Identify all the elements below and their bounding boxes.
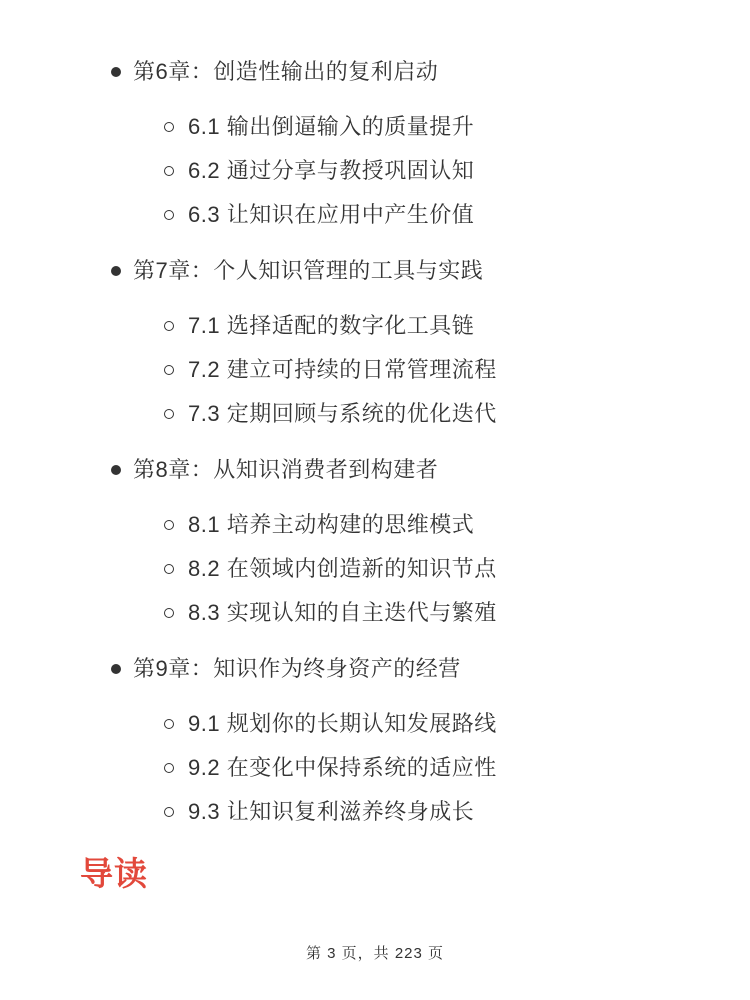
section-list xyxy=(0,710,750,826)
bullet-circle-icon xyxy=(164,409,174,419)
chapter-title: 第6章：创造性输出的复利启动 xyxy=(133,59,439,84)
section-title: 9.2 在变化中保持系统的适应性 xyxy=(188,755,497,780)
page-number-indicator: 第 3 页，共 223 页 xyxy=(305,945,445,962)
bullet-disc-icon xyxy=(111,67,121,77)
chapter-block xyxy=(0,256,750,428)
section-title: 7.1 选择适配的数字化工具链 xyxy=(188,313,475,338)
section-entry xyxy=(0,754,750,782)
section-heading-daodu: 导读 xyxy=(80,855,148,892)
chapter-block xyxy=(0,57,750,229)
bullet-circle-icon xyxy=(164,166,174,176)
chapter-entry xyxy=(0,654,750,684)
chapter-entry xyxy=(0,455,750,485)
section-title: 8.1 培养主动构建的思维模式 xyxy=(188,512,475,537)
section-title: 7.2 建立可持续的日常管理流程 xyxy=(188,357,497,382)
section-entry xyxy=(0,798,750,826)
chapter-entry xyxy=(0,57,750,87)
chapter-entry xyxy=(0,256,750,286)
chapter-title: 第7章：个人知识管理的工具与实践 xyxy=(133,258,484,283)
bullet-circle-icon xyxy=(164,210,174,220)
section-entry xyxy=(0,356,750,384)
bullet-circle-icon xyxy=(164,608,174,618)
section-entry xyxy=(0,400,750,428)
section-entry xyxy=(0,555,750,583)
section-title: 6.3 让知识在应用中产生价值 xyxy=(188,202,475,227)
section-title: 8.3 实现认知的自主迭代与繁殖 xyxy=(188,600,497,625)
section-entry xyxy=(0,157,750,185)
section-entry xyxy=(0,201,750,229)
section-title: 7.3 定期回顾与系统的优化迭代 xyxy=(188,401,497,426)
chapter-title: 第9章：知识作为终身资产的经营 xyxy=(133,656,461,681)
section-entry xyxy=(0,599,750,627)
section-entry xyxy=(0,312,750,340)
section-list xyxy=(0,511,750,627)
section-entry xyxy=(0,710,750,738)
chapter-block xyxy=(0,455,750,627)
bullet-circle-icon xyxy=(164,122,174,132)
section-title: 6.2 通过分享与教授巩固认知 xyxy=(188,158,475,183)
chapter-block xyxy=(0,654,750,826)
bullet-circle-icon xyxy=(164,321,174,331)
section-title: 6.1 输出倒逼输入的质量提升 xyxy=(188,114,475,139)
chapter-title: 第8章：从知识消费者到构建者 xyxy=(133,457,439,482)
section-entry xyxy=(0,511,750,539)
bullet-disc-icon xyxy=(111,266,121,276)
section-title: 8.2 在领域内创造新的知识节点 xyxy=(188,556,497,581)
bullet-circle-icon xyxy=(164,520,174,530)
bullet-disc-icon xyxy=(111,664,121,674)
bullet-circle-icon xyxy=(164,807,174,817)
bullet-circle-icon xyxy=(164,719,174,729)
section-title: 9.3 让知识复利滋养终身成长 xyxy=(188,799,475,824)
bullet-disc-icon xyxy=(111,465,121,475)
bullet-circle-icon xyxy=(164,564,174,574)
bullet-circle-icon xyxy=(164,365,174,375)
section-title: 9.1 规划你的长期认知发展路线 xyxy=(188,711,497,736)
section-entry xyxy=(0,113,750,141)
bullet-circle-icon xyxy=(164,763,174,773)
section-list xyxy=(0,312,750,428)
section-list xyxy=(0,113,750,229)
